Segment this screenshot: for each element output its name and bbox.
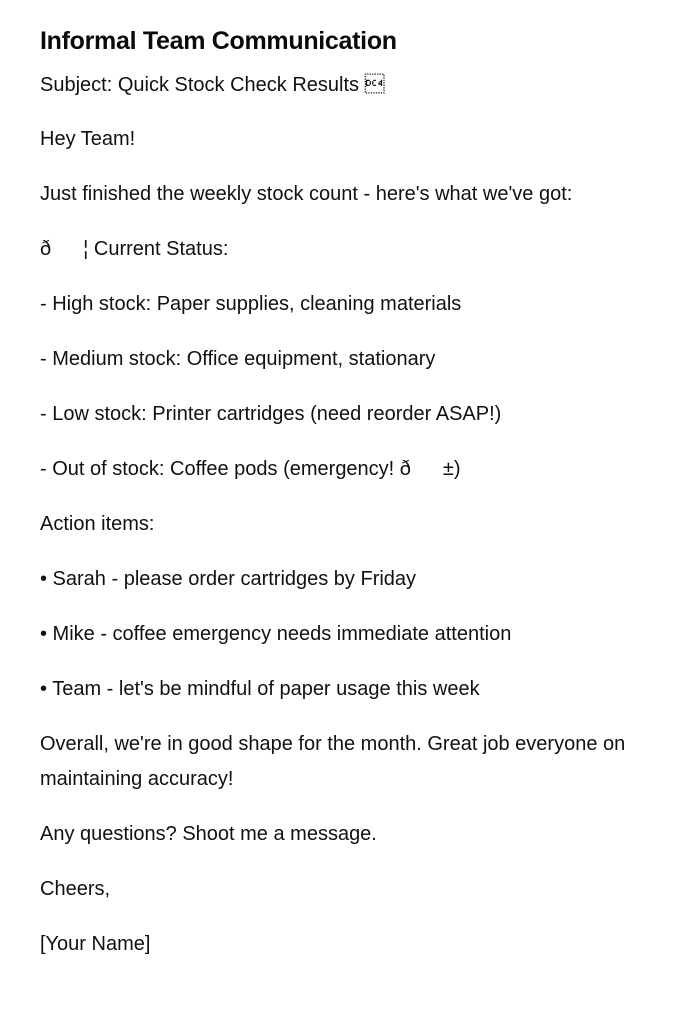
- intro-text: Just finished the weekly stock count - here's what we've got:: [40, 183, 573, 205]
- status-item-low: - Low stock: Printer cartridges (need reorder ASAP!): [40, 403, 502, 425]
- greeting: Hey Team!: [40, 128, 136, 150]
- overall-text: Overall, we're in good shape for the month. Great job everyone on maintaining accuracy!: [40, 733, 631, 790]
- action-heading: Action items:: [40, 513, 155, 535]
- signature: [Your Name]: [40, 933, 151, 955]
- action-item-sarah: • Sarah - please order cartridges by Friday: [40, 568, 417, 590]
- action-item-mike: • Mike - coffee emergency needs immediate attention: [40, 623, 512, 645]
- status-item-out: - Out of stock: Coffee pods (emergency! ð±): [40, 458, 461, 480]
- signoff: Cheers,: [40, 878, 111, 900]
- document-title: Informal Team Communication: [40, 27, 397, 55]
- email-subject: Subject: Quick Stock Check Results : [40, 74, 385, 96]
- status-item-high: - High stock: Paper supplies, cleaning materials: [40, 293, 462, 315]
- action-item-team: • Team - let's be mindful of paper usage this week: [40, 678, 480, 700]
- status-heading: ð¦ Current Status:: [40, 238, 229, 260]
- questions-text: Any questions? Shoot me a message.: [40, 823, 377, 845]
- status-item-medium: - Medium stock: Office equipment, stationary: [40, 348, 436, 370]
